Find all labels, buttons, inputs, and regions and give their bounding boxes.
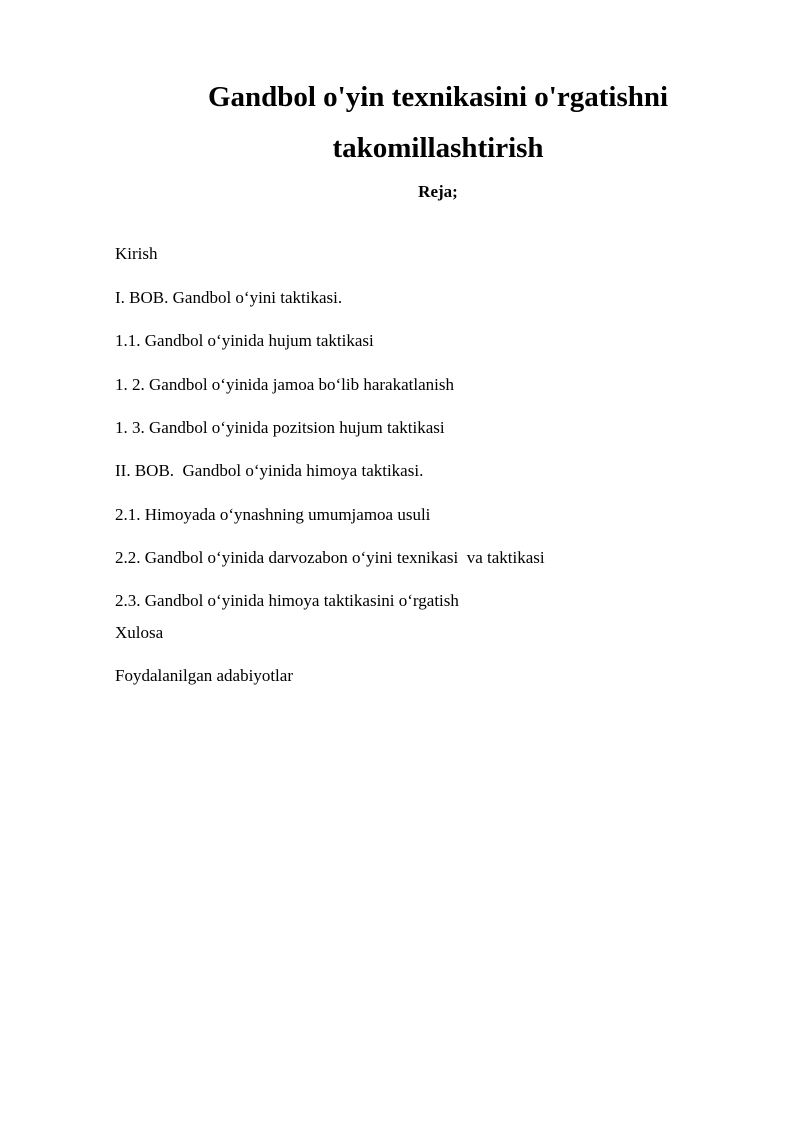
toc-item-chapter-1: I. BOB. Gandbol o‘yini taktikasi. bbox=[115, 288, 343, 307]
document-title bbox=[115, 72, 761, 174]
toc-item-chapter-2: II. BOB. Gandbol o‘yinida himoya taktikasi. bbox=[115, 461, 424, 480]
toc-item-introduction: Kirish bbox=[115, 244, 158, 263]
toc-item-1-1: 1.1. Gandbol o‘yinida hujum taktikasi bbox=[115, 331, 374, 350]
title-line-1: Gandbol o'yin texnikasini o'rgatishni bbox=[207, 81, 669, 113]
toc-item-2-2: 2.2. Gandbol o‘yinida darvozabon o‘yini texnikasi va taktikasi bbox=[115, 548, 545, 567]
title-line-2: takomillashtirish bbox=[332, 132, 544, 164]
toc-item-conclusion: Xulosa bbox=[115, 623, 164, 642]
toc-item-2-3: 2.3. Gandbol o‘yinida himoya taktikasini o‘rgatish bbox=[115, 591, 459, 610]
toc-item-2-1: 2.1. Himoyada o‘ynashning umumjamoa usuli bbox=[115, 505, 431, 524]
toc-item-1-3: 1. 3. Gandbol o‘yinida pozitsion hujum taktikasi bbox=[115, 418, 445, 437]
toc-item-1-2: 1. 2. Gandbol o‘yinida jamoa bo‘lib harakatlanish bbox=[115, 375, 454, 394]
toc-item-references: Foydalanilgan adabiyotlar bbox=[115, 666, 293, 685]
plan-heading: Reja; bbox=[418, 182, 458, 201]
